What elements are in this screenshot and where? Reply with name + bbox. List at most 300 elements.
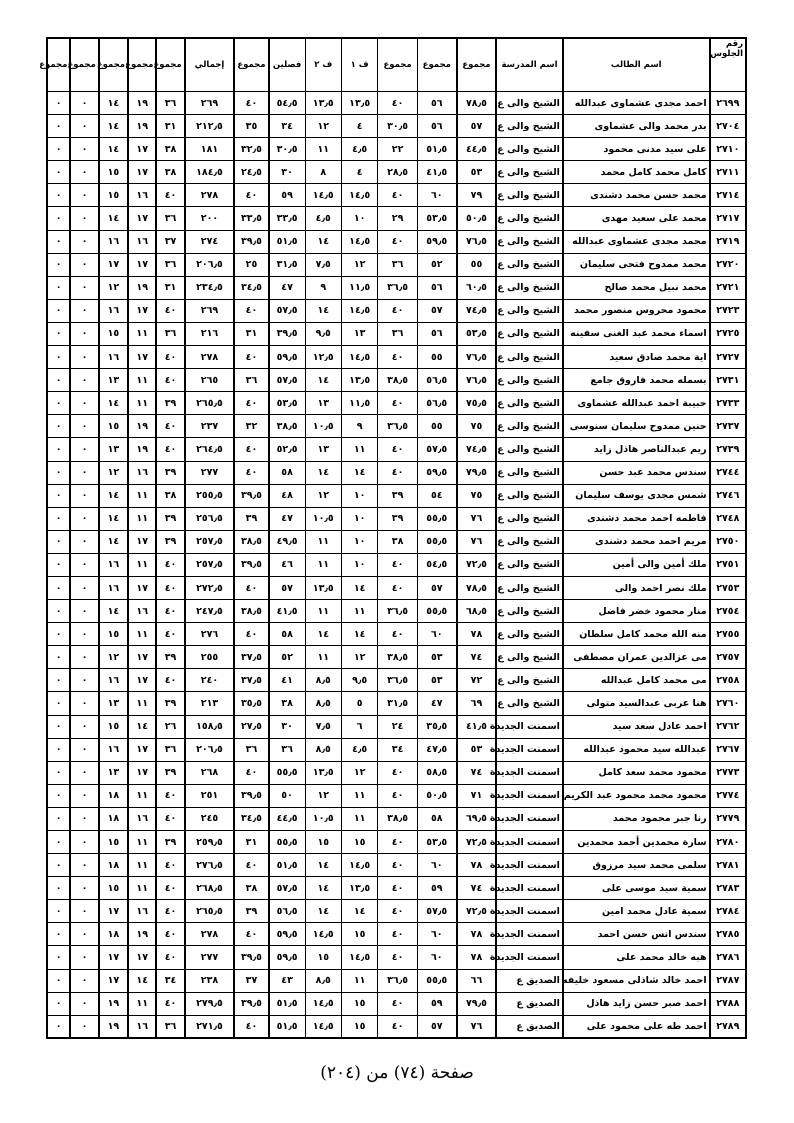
cell-term-1: ١٥ bbox=[341, 923, 377, 946]
cell-col-11: ١٢ bbox=[99, 646, 128, 669]
cell-term-1: ٩ bbox=[341, 415, 377, 438]
cell-term-1: ١٤٫٥ bbox=[341, 854, 377, 877]
cell-seat-number: ٢٧٤٨ bbox=[710, 507, 746, 530]
cell-term-2: ١٢٫٥ bbox=[305, 346, 341, 369]
cell-col-11: ١٣ bbox=[99, 438, 128, 461]
cell-col-3: ٤٠ bbox=[378, 877, 417, 900]
cell-col-13: ٠ bbox=[47, 946, 70, 969]
cell-col-1: ٧٨ bbox=[457, 854, 496, 877]
cell-col-7: ٣٨ bbox=[234, 877, 268, 900]
cell-col-9: ٤٠ bbox=[156, 923, 184, 946]
cell-term-2: ٩ bbox=[305, 276, 341, 299]
cell-school-name: الشيخ والى ع bbox=[496, 207, 563, 230]
cell-col-3: ٣٨٫٥ bbox=[378, 369, 417, 392]
cell-total: ٢٥٧٫٥ bbox=[185, 530, 235, 553]
cell-col-10: ١٧ bbox=[128, 346, 156, 369]
cell-two-terms: ٥٥٫٥ bbox=[269, 831, 305, 854]
cell-col-7: ٣٣٫٥ bbox=[234, 207, 268, 230]
cell-two-terms: ٥٩٫٥ bbox=[269, 923, 305, 946]
header-col-3: مجموع bbox=[378, 38, 417, 92]
cell-col-12: ٠ bbox=[70, 623, 98, 646]
cell-col-1: ٧٩ bbox=[457, 184, 496, 207]
cell-col-11: ١٦ bbox=[99, 230, 128, 253]
cell-school-name: الشيخ والى ع bbox=[496, 646, 563, 669]
cell-col-11: ١٤ bbox=[99, 530, 128, 553]
cell-term-2: ١٣٫٥ bbox=[305, 92, 341, 115]
cell-term-2: ١١ bbox=[305, 138, 341, 161]
cell-col-12: ٠ bbox=[70, 207, 98, 230]
cell-total: ٢١٦ bbox=[185, 322, 235, 345]
cell-total: ٢١٢٫٥ bbox=[185, 115, 235, 138]
cell-col-1: ٧٤ bbox=[457, 877, 496, 900]
cell-total: ٢٠٦٫٥ bbox=[185, 738, 235, 761]
cell-student-name: سلمى محمد سيد مرزوق bbox=[563, 854, 710, 877]
cell-col-13: ٠ bbox=[47, 576, 70, 599]
cell-col-13: ٠ bbox=[47, 854, 70, 877]
cell-total: ٢٣٨ bbox=[185, 969, 235, 992]
cell-total: ٢٧٤ bbox=[185, 230, 235, 253]
cell-col-3: ٤٠ bbox=[378, 1015, 417, 1038]
cell-col-9: ٣٦ bbox=[156, 322, 184, 345]
cell-col-12: ٠ bbox=[70, 507, 98, 530]
cell-student-name: محمد نبيل محمد صالح bbox=[563, 276, 710, 299]
cell-seat-number: ٢٧٣٣ bbox=[710, 392, 746, 415]
cell-col-10: ١٦ bbox=[128, 807, 156, 830]
table-row bbox=[47, 992, 746, 1015]
cell-total: ٢٥٧٫٥ bbox=[185, 553, 235, 576]
cell-col-9: ٤٠ bbox=[156, 784, 184, 807]
cell-col-10: ١١ bbox=[128, 877, 156, 900]
table-row bbox=[47, 761, 746, 784]
cell-two-terms: ٣١٫٥ bbox=[269, 253, 305, 276]
cell-col-2: ٥٣٫٥ bbox=[417, 831, 456, 854]
cell-col-10: ١٦ bbox=[128, 184, 156, 207]
cell-term-1: ١٣٫٥ bbox=[341, 877, 377, 900]
cell-col-7: ٣٨٫٥ bbox=[234, 530, 268, 553]
cell-col-11: ١٥ bbox=[99, 715, 128, 738]
cell-col-9: ٤٠ bbox=[156, 946, 184, 969]
cell-student-name: منه الله محمد كامل سلطان bbox=[563, 623, 710, 646]
cell-two-terms: ٥٩٫٥ bbox=[269, 346, 305, 369]
cell-col-13: ٠ bbox=[47, 623, 70, 646]
cell-col-12: ٠ bbox=[70, 276, 98, 299]
cell-two-terms: ٥٧٫٥ bbox=[269, 877, 305, 900]
cell-school-name: الشيخ والى ع bbox=[496, 92, 563, 115]
cell-col-13: ٠ bbox=[47, 438, 70, 461]
cell-term-1: ١١ bbox=[341, 807, 377, 830]
table-row bbox=[47, 115, 746, 138]
cell-student-name: ملك نصر احمد والى bbox=[563, 576, 710, 599]
cell-col-9: ٣١ bbox=[156, 115, 184, 138]
cell-col-10: ١٩ bbox=[128, 115, 156, 138]
cell-term-1: ٩٫٥ bbox=[341, 669, 377, 692]
cell-school-name: الشيخ والى ع bbox=[496, 507, 563, 530]
cell-col-9: ٤٠ bbox=[156, 299, 184, 322]
cell-col-11: ١٦ bbox=[99, 299, 128, 322]
cell-two-terms: ٥٠ bbox=[269, 784, 305, 807]
cell-seat-number: ٢٧٧٤ bbox=[710, 784, 746, 807]
cell-col-12: ٠ bbox=[70, 761, 98, 784]
table-row bbox=[47, 276, 746, 299]
cell-col-12: ٠ bbox=[70, 646, 98, 669]
cell-col-10: ١٤ bbox=[128, 969, 156, 992]
cell-two-terms: ٥٩ bbox=[269, 184, 305, 207]
cell-term-1: ١٠ bbox=[341, 530, 377, 553]
cell-col-3: ٤٠ bbox=[378, 392, 417, 415]
cell-col-12: ٠ bbox=[70, 854, 98, 877]
cell-school-name: اسمنت الجديدة bbox=[496, 761, 563, 784]
table-row bbox=[47, 184, 746, 207]
cell-school-name: اسمنت الجديدة bbox=[496, 831, 563, 854]
cell-col-13: ٠ bbox=[47, 507, 70, 530]
table-row bbox=[47, 969, 746, 992]
cell-col-10: ١١ bbox=[128, 369, 156, 392]
cell-col-2: ٥٥ bbox=[417, 415, 456, 438]
cell-term-2: ١٣ bbox=[305, 438, 341, 461]
cell-col-7: ٣٩٫٥ bbox=[234, 784, 268, 807]
cell-col-11: ١٤ bbox=[99, 138, 128, 161]
cell-two-terms: ٤١ bbox=[269, 669, 305, 692]
cell-col-7: ٤٠ bbox=[234, 761, 268, 784]
cell-seat-number: ٢٧٤٤ bbox=[710, 461, 746, 484]
cell-col-12: ٠ bbox=[70, 184, 98, 207]
cell-student-name: ملك أمين والى أمين bbox=[563, 553, 710, 576]
cell-col-12: ٠ bbox=[70, 600, 98, 623]
cell-school-name: الشيخ والى ع bbox=[496, 461, 563, 484]
cell-col-11: ١٩ bbox=[99, 992, 128, 1015]
cell-col-3: ٣١٫٥ bbox=[378, 692, 417, 715]
cell-student-name: احمد طه على محمود على bbox=[563, 1015, 710, 1038]
cell-col-9: ٤٠ bbox=[156, 184, 184, 207]
cell-term-2: ١٤ bbox=[305, 877, 341, 900]
cell-student-name: اية محمد صادق سعيد bbox=[563, 346, 710, 369]
cell-col-9: ٤٠ bbox=[156, 600, 184, 623]
cell-col-1: ٦٨٫٥ bbox=[457, 600, 496, 623]
cell-term-1: ١٥ bbox=[341, 992, 377, 1015]
cell-col-12: ٠ bbox=[70, 461, 98, 484]
cell-col-12: ٠ bbox=[70, 784, 98, 807]
cell-col-9: ٤٠ bbox=[156, 553, 184, 576]
cell-col-2: ٦٠ bbox=[417, 623, 456, 646]
cell-school-name: الشيخ والى ع bbox=[496, 322, 563, 345]
cell-col-7: ٤٠ bbox=[234, 184, 268, 207]
cell-col-2: ٥٦٫٥ bbox=[417, 392, 456, 415]
cell-col-7: ٣٦ bbox=[234, 738, 268, 761]
cell-col-3: ٤٠ bbox=[378, 184, 417, 207]
cell-term-2: ١٢ bbox=[305, 484, 341, 507]
cell-col-10: ١١ bbox=[128, 692, 156, 715]
cell-col-10: ١٩ bbox=[128, 415, 156, 438]
cell-col-1: ٧٦ bbox=[457, 1015, 496, 1038]
cell-col-11: ١٦ bbox=[99, 576, 128, 599]
table-row bbox=[47, 669, 746, 692]
cell-student-name: سمية عادل محمد امين bbox=[563, 900, 710, 923]
cell-term-2: ١٠٫٥ bbox=[305, 807, 341, 830]
cell-school-name: الشيخ والى ع bbox=[496, 115, 563, 138]
cell-col-3: ٣٨ bbox=[378, 530, 417, 553]
cell-two-terms: ٥٦٫٥ bbox=[269, 900, 305, 923]
cell-student-name: حبيبة احمد عبدالله عشماوى bbox=[563, 392, 710, 415]
cell-col-7: ٣٩ bbox=[234, 507, 268, 530]
cell-col-9: ٤٠ bbox=[156, 415, 184, 438]
cell-term-1: ١٥ bbox=[341, 1015, 377, 1038]
cell-seat-number: ٢٧٧٩ bbox=[710, 807, 746, 830]
cell-term-2: ١٣٫٥ bbox=[305, 761, 341, 784]
cell-col-11: ١٥ bbox=[99, 184, 128, 207]
cell-two-terms: ٥٢ bbox=[269, 646, 305, 669]
cell-col-7: ٣٩٫٥ bbox=[234, 946, 268, 969]
cell-col-1: ٥٧ bbox=[457, 115, 496, 138]
cell-term-2: ١١ bbox=[305, 553, 341, 576]
table-row bbox=[47, 346, 746, 369]
cell-col-1: ٧٦ bbox=[457, 530, 496, 553]
cell-total: ٢٧٨ bbox=[185, 184, 235, 207]
cell-col-2: ٥٥٫٥ bbox=[417, 507, 456, 530]
cell-col-13: ٠ bbox=[47, 969, 70, 992]
cell-col-13: ٠ bbox=[47, 807, 70, 830]
cell-col-12: ٠ bbox=[70, 115, 98, 138]
cell-total: ٢٤٧٫٥ bbox=[185, 600, 235, 623]
cell-two-terms: ٥١٫٥ bbox=[269, 854, 305, 877]
cell-col-10: ١١ bbox=[128, 484, 156, 507]
cell-term-1: ٤٫٥ bbox=[341, 738, 377, 761]
header-total: إجمالي bbox=[185, 38, 235, 92]
cell-col-3: ٤٠ bbox=[378, 346, 417, 369]
cell-two-terms: ٣٣٫٥ bbox=[269, 207, 305, 230]
cell-two-terms: ٣٠٫٥ bbox=[269, 138, 305, 161]
cell-two-terms: ٥٧٫٥ bbox=[269, 299, 305, 322]
cell-student-name: مى محمد كامل عبدالله bbox=[563, 669, 710, 692]
cell-school-name: الصديق ع bbox=[496, 1015, 563, 1038]
cell-seat-number: ٢٧٧٣ bbox=[710, 761, 746, 784]
cell-col-9: ٣٩ bbox=[156, 692, 184, 715]
cell-student-name: احمد مجدى عشماوى عبدالله bbox=[563, 92, 710, 115]
cell-col-11: ١٣ bbox=[99, 761, 128, 784]
cell-col-1: ٧٤٫٥ bbox=[457, 438, 496, 461]
cell-total: ٢٤٠ bbox=[185, 669, 235, 692]
cell-school-name: الشيخ والى ع bbox=[496, 576, 563, 599]
cell-col-1: ٧٢٫٥ bbox=[457, 553, 496, 576]
cell-total: ٢٧٧ bbox=[185, 946, 235, 969]
table-row bbox=[47, 946, 746, 969]
cell-student-name: محمود محمد محمود عبد الكريم bbox=[563, 784, 710, 807]
cell-school-name: اسمنت الجديدة bbox=[496, 854, 563, 877]
cell-col-7: ٣٥ bbox=[234, 115, 268, 138]
cell-col-9: ٣٩ bbox=[156, 392, 184, 415]
cell-col-1: ٦٠٫٥ bbox=[457, 276, 496, 299]
cell-col-13: ٠ bbox=[47, 530, 70, 553]
cell-col-3: ٣٩ bbox=[378, 484, 417, 507]
cell-two-terms: ٤٤٫٥ bbox=[269, 807, 305, 830]
cell-term-1: ١٤٫٥ bbox=[341, 230, 377, 253]
cell-term-1: ١٠ bbox=[341, 553, 377, 576]
cell-term-1: ١١ bbox=[341, 969, 377, 992]
cell-school-name: اسمنت الجديدة bbox=[496, 807, 563, 830]
cell-term-2: ١٤ bbox=[305, 230, 341, 253]
cell-col-13: ٠ bbox=[47, 784, 70, 807]
cell-two-terms: ٤٩٫٥ bbox=[269, 530, 305, 553]
cell-seat-number: ٢٧١٤ bbox=[710, 184, 746, 207]
cell-term-2: ٨٫٥ bbox=[305, 692, 341, 715]
cell-student-name: محمد مجدى عشماوى عبدالله bbox=[563, 230, 710, 253]
cell-school-name: اسمنت الجديدة bbox=[496, 923, 563, 946]
cell-col-7: ٤٠ bbox=[234, 346, 268, 369]
cell-col-12: ٠ bbox=[70, 969, 98, 992]
cell-col-7: ٣٨٫٥ bbox=[234, 600, 268, 623]
cell-col-13: ٠ bbox=[47, 761, 70, 784]
cell-term-2: ٤٫٥ bbox=[305, 207, 341, 230]
cell-col-12: ٠ bbox=[70, 807, 98, 830]
cell-school-name: الشيخ والى ع bbox=[496, 669, 563, 692]
cell-col-11: ١٥ bbox=[99, 161, 128, 184]
table-row bbox=[47, 299, 746, 322]
cell-total: ٢٦٤٫٥ bbox=[185, 438, 235, 461]
cell-col-3: ٤٠ bbox=[378, 461, 417, 484]
header-col-9: مجموع bbox=[156, 38, 184, 92]
cell-school-name: اسمنت الجديدة bbox=[496, 900, 563, 923]
cell-col-1: ٧٢٫٥ bbox=[457, 900, 496, 923]
header-term-1: ف ١ bbox=[341, 38, 377, 92]
cell-student-name: محمد على سعيد مهدى bbox=[563, 207, 710, 230]
cell-col-9: ٣٩ bbox=[156, 507, 184, 530]
cell-total: ٢٥٩٫٥ bbox=[185, 831, 235, 854]
cell-seat-number: ٢٧١٧ bbox=[710, 207, 746, 230]
cell-col-13: ٠ bbox=[47, 253, 70, 276]
cell-col-11: ١٧ bbox=[99, 946, 128, 969]
cell-school-name: الشيخ والى ع bbox=[496, 230, 563, 253]
page-number-footer: صفحة (٧٤) من (٢٠٤) bbox=[320, 1063, 474, 1083]
cell-term-1: ١١٫٥ bbox=[341, 276, 377, 299]
cell-seat-number: ٢٧٥٧ bbox=[710, 646, 746, 669]
cell-col-11: ١٥ bbox=[99, 877, 128, 900]
cell-col-7: ٤٠ bbox=[234, 438, 268, 461]
cell-term-1: ٤ bbox=[341, 115, 377, 138]
cell-col-2: ٥٥٫٥ bbox=[417, 600, 456, 623]
cell-school-name: الشيخ والى ع bbox=[496, 184, 563, 207]
cell-term-2: ١٠٫٥ bbox=[305, 507, 341, 530]
cell-col-9: ٣٩ bbox=[156, 461, 184, 484]
cell-total: ٢٧٧ bbox=[185, 461, 235, 484]
table-row bbox=[47, 207, 746, 230]
cell-seat-number: ٢٧٨٠ bbox=[710, 831, 746, 854]
cell-col-7: ٤٠ bbox=[234, 299, 268, 322]
cell-col-1: ٧٤ bbox=[457, 646, 496, 669]
cell-col-13: ٠ bbox=[47, 900, 70, 923]
cell-col-3: ٣٦٫٥ bbox=[378, 600, 417, 623]
cell-total: ٢٧١٫٥ bbox=[185, 1015, 235, 1038]
cell-col-13: ٠ bbox=[47, 669, 70, 692]
cell-school-name: الشيخ والى ع bbox=[496, 138, 563, 161]
cell-col-10: ١٧ bbox=[128, 138, 156, 161]
cell-col-12: ٠ bbox=[70, 715, 98, 738]
cell-total: ٢٦٨ bbox=[185, 761, 235, 784]
cell-two-terms: ٥٣٫٥ bbox=[269, 392, 305, 415]
cell-col-3: ٤٠ bbox=[378, 784, 417, 807]
table-row bbox=[47, 784, 746, 807]
cell-col-2: ٥٠٫٥ bbox=[417, 784, 456, 807]
cell-term-2: ١٤ bbox=[305, 854, 341, 877]
cell-student-name: عبدالله سيد محمود عبدالله bbox=[563, 738, 710, 761]
cell-col-1: ٧٥ bbox=[457, 415, 496, 438]
cell-col-1: ٧١ bbox=[457, 784, 496, 807]
cell-school-name: اسمنت الجديدة bbox=[496, 784, 563, 807]
header-two-terms: فصلين bbox=[269, 38, 305, 92]
cell-term-2: ١٤٫٥ bbox=[305, 992, 341, 1015]
cell-col-7: ٣١ bbox=[234, 831, 268, 854]
cell-col-7: ٣٤٫٥ bbox=[234, 276, 268, 299]
cell-col-10: ١١ bbox=[128, 507, 156, 530]
cell-col-13: ٠ bbox=[47, 115, 70, 138]
cell-col-13: ٠ bbox=[47, 923, 70, 946]
cell-col-9: ٤٠ bbox=[156, 576, 184, 599]
cell-col-10: ١٧ bbox=[128, 576, 156, 599]
table-row bbox=[47, 692, 746, 715]
cell-total: ١٨٤٫٥ bbox=[185, 161, 235, 184]
cell-col-11: ١٣ bbox=[99, 692, 128, 715]
cell-col-1: ٧٢٫٥ bbox=[457, 831, 496, 854]
cell-col-12: ٠ bbox=[70, 692, 98, 715]
cell-col-1: ٧٩٫٥ bbox=[457, 461, 496, 484]
cell-col-13: ٠ bbox=[47, 646, 70, 669]
cell-col-7: ٤٠ bbox=[234, 92, 268, 115]
cell-col-7: ٣٧٫٥ bbox=[234, 669, 268, 692]
cell-seat-number: ٢٧٨٩ bbox=[710, 1015, 746, 1038]
cell-two-terms: ٣٤ bbox=[269, 115, 305, 138]
cell-term-1: ١٣٫٥ bbox=[341, 92, 377, 115]
cell-col-10: ١١ bbox=[128, 553, 156, 576]
cell-col-10: ١١ bbox=[128, 854, 156, 877]
cell-col-3: ٣٠٫٥ bbox=[378, 115, 417, 138]
cell-col-9: ٣٩ bbox=[156, 761, 184, 784]
cell-seat-number: ٢٧١١ bbox=[710, 161, 746, 184]
cell-col-1: ٧٨٫٥ bbox=[457, 576, 496, 599]
cell-seat-number: ٢٧٥١ bbox=[710, 553, 746, 576]
cell-col-10: ١٦ bbox=[128, 461, 156, 484]
cell-col-10: ١٧ bbox=[128, 669, 156, 692]
cell-school-name: الشيخ والى ع bbox=[496, 346, 563, 369]
cell-col-11: ١٢ bbox=[99, 276, 128, 299]
cell-two-terms: ٤٨ bbox=[269, 484, 305, 507]
cell-col-10: ١١ bbox=[128, 392, 156, 415]
cell-col-1: ٧٦٫٥ bbox=[457, 230, 496, 253]
table-row bbox=[47, 438, 746, 461]
cell-two-terms: ٥٨ bbox=[269, 461, 305, 484]
header-col-1: مجموع bbox=[457, 38, 496, 92]
cell-total: ٢٥٥٫٥ bbox=[185, 484, 235, 507]
cell-col-9: ٣٧ bbox=[156, 230, 184, 253]
cell-col-12: ٠ bbox=[70, 346, 98, 369]
cell-student-name: بدر محمد والى عشماوى bbox=[563, 115, 710, 138]
cell-school-name: الشيخ والى ع bbox=[496, 600, 563, 623]
cell-term-2: ١٤ bbox=[305, 299, 341, 322]
cell-col-9: ٤٠ bbox=[156, 807, 184, 830]
cell-col-3: ٤٠ bbox=[378, 230, 417, 253]
table-row bbox=[47, 831, 746, 854]
cell-student-name: مى عزالدين عمران مصطفى bbox=[563, 646, 710, 669]
cell-col-2: ٦٠ bbox=[417, 184, 456, 207]
cell-col-11: ١٤ bbox=[99, 600, 128, 623]
cell-col-7: ٢٧٫٥ bbox=[234, 715, 268, 738]
cell-seat-number: ٢٧٥٣ bbox=[710, 576, 746, 599]
cell-col-10: ١٩ bbox=[128, 923, 156, 946]
cell-total: ٢٠٦٫٥ bbox=[185, 253, 235, 276]
cell-col-13: ٠ bbox=[47, 415, 70, 438]
cell-col-2: ٥٩٫٥ bbox=[417, 461, 456, 484]
header-school-name: اسم المدرسة bbox=[496, 38, 563, 92]
cell-col-2: ٥٦ bbox=[417, 92, 456, 115]
cell-col-9: ٤٠ bbox=[156, 854, 184, 877]
cell-school-name: اسمنت الجديدة bbox=[496, 946, 563, 969]
